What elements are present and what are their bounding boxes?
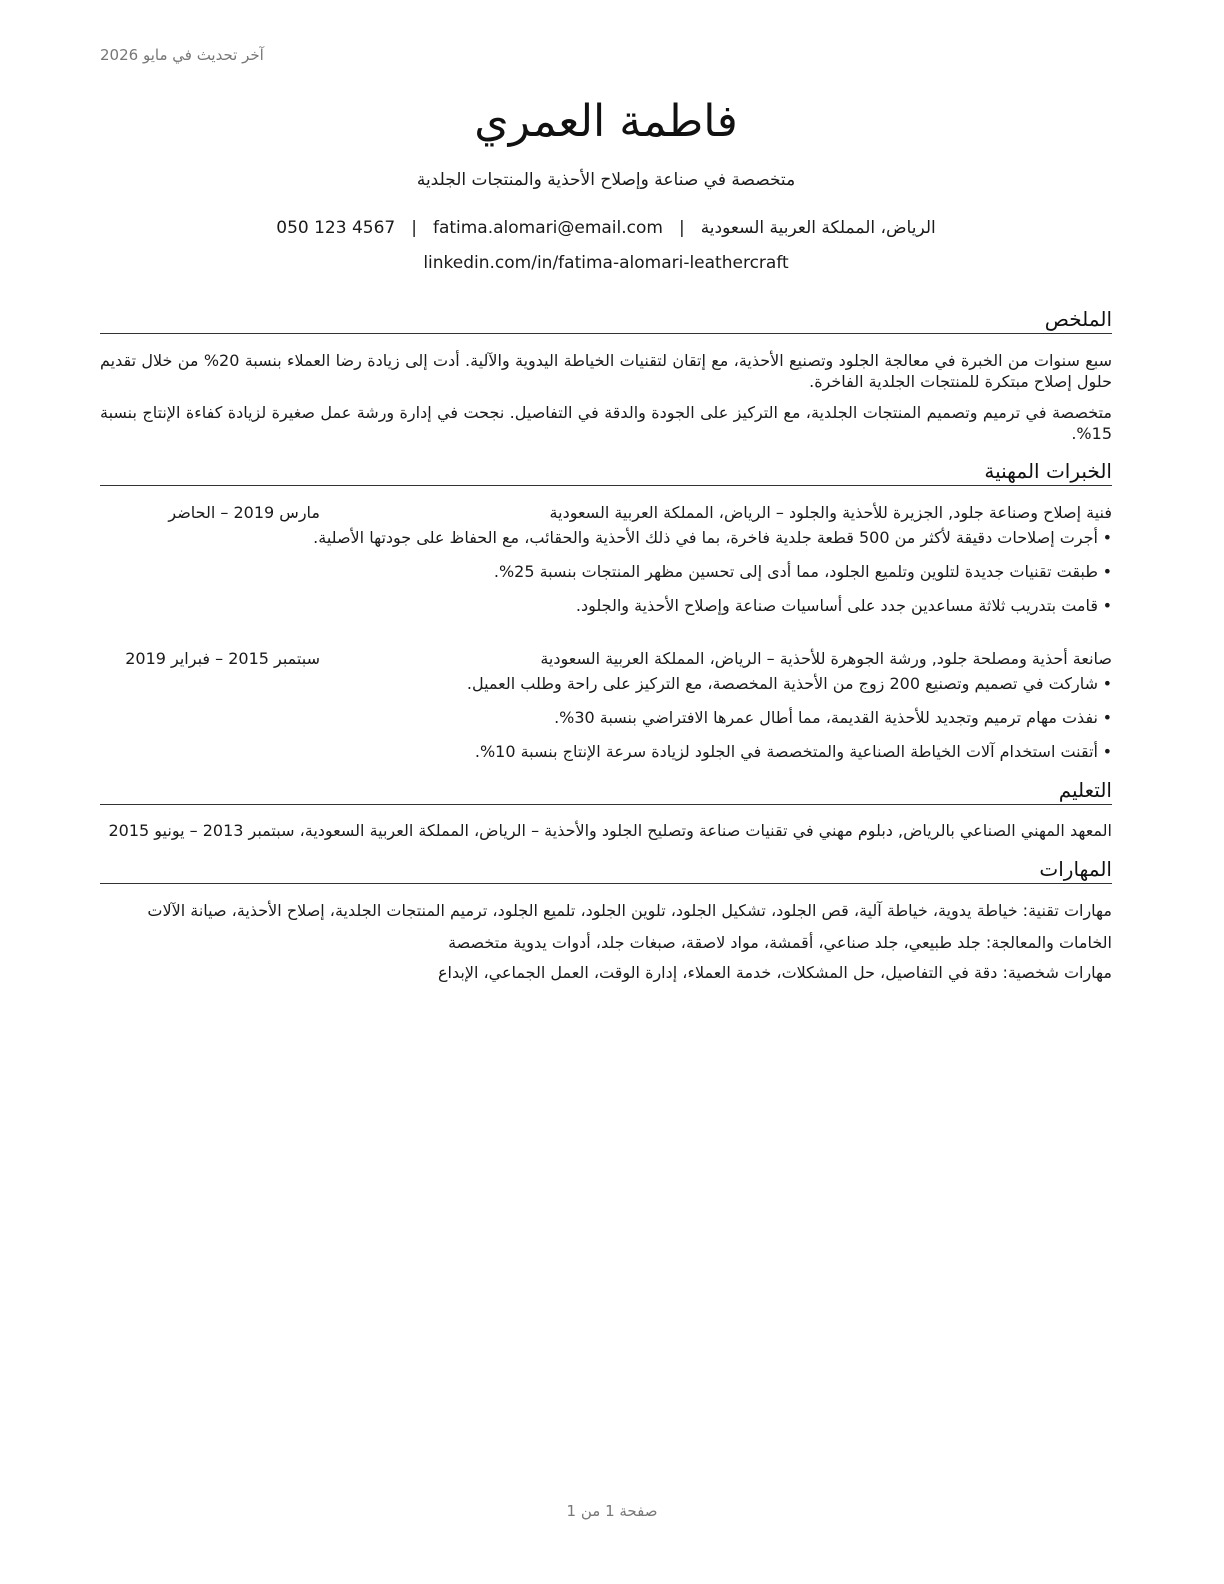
list-item: • قامت بتدريب ثلاثة مساعدين جدد على أساسيات صناعة وإصلاح الأحذية والجلود. — [100, 595, 1112, 617]
education-section — [100, 776, 1112, 842]
job-header — [100, 502, 1112, 524]
summary-section — [100, 305, 1112, 444]
candidate-name: فاطمة العمري — [474, 96, 738, 147]
section-title-experience: الخبرات المهنية — [100, 457, 1112, 486]
skills-line: مهارات شخصية: دقة في التفاصيل، حل المشكلات، خدمة العملاء، إدارة الوقت، العمل الجماعي، الإبداع — [437, 963, 1112, 982]
education-details: المعهد المهني الصناعي بالرياض, دبلوم مهني في تقنيات صناعة وتصليح الجلود والأحذية – الرياض، المملكة العربية السعودية — [304, 821, 1112, 840]
education-entry: المعهد المهني الصناعي بالرياض, دبلوم مهني في تقنيات صناعة وتصليح الجلود والأحذية – الرياض، المملكة العربية السعودية، سبتمبر 2013 – يونيو 2015 — [108, 821, 1112, 840]
job-dates: سبتمبر 2015 – فبراير 2019 — [125, 649, 320, 668]
list-item: • أجرت إصلاحات دقيقة لأكثر من 500 قطعة جلدية فاخرة، بما في ذلك الأحذية والحقائب، مع الحفاظ على جودتها الأصلية. — [100, 527, 1112, 549]
section-title-summary: الملخص — [100, 305, 1112, 334]
skills-line: الخامات والمعالجة: جلد طبيعي، جلد صناعي، أقمشة، مواد لاصقة، صبغات جلد، أدوات يدوية متخصصة — [448, 933, 1112, 952]
contact-email[interactable]: fatima.alomari@email.com — [432, 218, 663, 238]
job-dates: مارس 2019 – الحاضر — [168, 503, 320, 522]
job-bullets — [100, 527, 1112, 617]
contact-linkedin[interactable]: linkedin.com/in/fatima-alomari-leathercraft — [423, 253, 789, 273]
list-item: • نفذت مهام ترميم وتجديد للأحذية القديمة، مما أطال عمرها الافتراضي بنسبة 30%. — [100, 707, 1112, 729]
job-header — [100, 648, 1112, 670]
page-number: صفحة 1 من 1 — [566, 1502, 658, 1520]
skills-section — [100, 855, 1112, 984]
job-entry — [100, 502, 1112, 617]
contact-phone: 050 123 4567 — [276, 218, 396, 238]
summary-paragraph: سبع سنوات من الخبرة في معالجة الجلود وتصنيع الأحذية، مع إتقان لتقنيات الخياطة اليدوية والآلية. أدت إلى زيادة رضا العملاء بنسبة 20% من خلال تقديم حلول إصلاح مبتكرة للمنتجات الجلدية الفاخرة. — [100, 351, 1112, 391]
education-dates: سبتمبر 2013 – يونيو 2015 — [108, 821, 295, 840]
job-title-company: فنية إصلاح وصناعة جلود, الجزيرة للأحذية والجلود – الرياض، المملكة العربية السعودية — [549, 503, 1112, 522]
job-bullets — [100, 673, 1112, 763]
section-title-education: التعليم — [100, 776, 1112, 805]
list-item: • طبقت تقنيات جديدة لتلوين وتلميع الجلود، مما أدى إلى تحسين مظهر المنتجات بنسبة 25%. — [100, 561, 1112, 583]
experience-section — [100, 457, 1112, 763]
contact-separator: | — [411, 218, 417, 238]
skills-line: مهارات تقنية: خياطة يدوية، خياطة آلية، قص الجلود، تشكيل الجلود، تلوين الجلود، تلميع الجلود، ترميم المنتجات الجلدية، إصلاح الأحذية، صيانة الآلات — [147, 901, 1112, 920]
job-title-company: صانعة أحذية ومصلحة جلود, ورشة الجوهرة للأحذية – الرياض، المملكة العربية السعودية — [540, 649, 1112, 668]
job-entry — [100, 648, 1112, 763]
candidate-headline: متخصصة في صناعة وإصلاح الأحذية والمنتجات الجلدية — [416, 170, 796, 190]
contact-location: الرياض، المملكة العربية السعودية — [700, 218, 936, 238]
summary-paragraph: متخصصة في ترميم وتصميم المنتجات الجلدية، مع التركيز على الجودة والدقة في التفاصيل. نجحت في إدارة ورشة عمل صغيرة لزيادة كفاءة الإنتاج بنسبة 15%. — [100, 403, 1112, 443]
section-title-skills: المهارات — [100, 855, 1112, 884]
list-item: • شاركت في تصميم وتصنيع 200 زوج من الأحذية المخصصة، مع التركيز على راحة وطلب العميل. — [100, 673, 1112, 695]
contact-separator: | — [678, 218, 685, 238]
contact-line — [100, 215, 1112, 241]
resume-page — [100, 92, 1112, 984]
list-item: • أتقنت استخدام آلات الخياطة الصناعية والمتخصصة في الجلود لزيادة سرعة الإنتاج بنسبة 10%. — [100, 741, 1112, 763]
last-updated-note: آخر تحديث في مايو 2026 — [100, 46, 264, 64]
